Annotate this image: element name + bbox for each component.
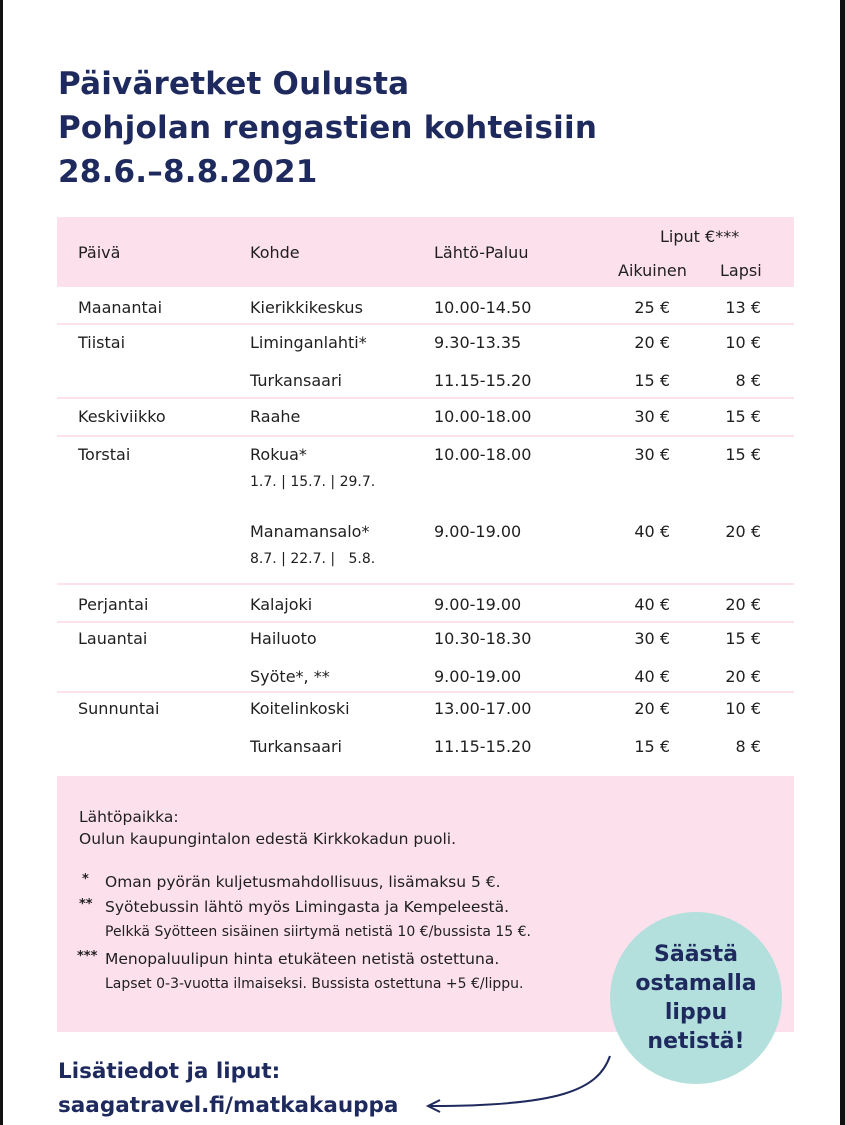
table-row-group [57, 693, 794, 763]
table-header [57, 217, 794, 287]
row-destination: Turkansaari [250, 737, 342, 756]
row-times: 11.15-15.20 [434, 371, 532, 390]
row-adult-price: 40 € [634, 667, 670, 686]
row-destination: Hailuoto [250, 629, 317, 648]
promo-line-3: lippu [664, 1000, 728, 1025]
row-times: 9.00-19.00 [434, 667, 522, 686]
header-child: Lapsi [720, 261, 762, 280]
curved-arrow-icon [420, 1050, 620, 1120]
note-subtext: Pelkkä Syötteen sisäinen siirtymä netistä 10 €/bussista 15 €. [105, 924, 531, 940]
note-text: Menopaluulipun hinta etukäteen netistä ostettuna. [105, 950, 500, 968]
row-adult-price: 20 € [634, 699, 670, 718]
table-row-group [57, 325, 794, 399]
row-child-price: 15 € [725, 407, 761, 426]
row-adult-price: 25 € [634, 298, 670, 317]
row-adult-price: 30 € [634, 445, 670, 464]
row-adult-price: 30 € [634, 407, 670, 426]
table-row [57, 399, 794, 437]
row-destination: Syöte*, ** [250, 667, 330, 686]
row-adult-price: 40 € [634, 595, 670, 614]
row-child-price: 20 € [725, 595, 761, 614]
departure-place: Oulun kaupungintalon edestä Kirkkokadun puoli. [79, 830, 457, 848]
page-title [58, 62, 597, 194]
row-destination: Turkansaari [250, 371, 342, 390]
promo-line-2: ostamalla [635, 971, 757, 996]
table-row-group [57, 437, 794, 585]
row-day: Tiistai [78, 333, 126, 352]
promo-line-4: netistä! [647, 1029, 745, 1054]
note-mark: * [82, 872, 89, 887]
title-line-3: 28.6.–8.8.2021 [58, 154, 318, 190]
contact-url[interactable]: saagatravel.fi/matkakauppa [58, 1093, 399, 1118]
note-mark: *** [77, 949, 98, 964]
row-times: 10.00-18.00 [434, 407, 532, 426]
note-mark: ** [79, 897, 93, 912]
note-subtext: Lapset 0-3-vuotta ilmaiseksi. Bussista ostettuna +5 €/lippu. [105, 976, 524, 992]
row-child-price: 8 € [735, 737, 761, 756]
promo-line-1: Säästä [654, 942, 738, 967]
header-times: Lähtö-Paluu [434, 243, 529, 262]
row-destination: Koitelinkoski [250, 699, 350, 718]
row-day: Keskiviikko [78, 407, 166, 426]
row-times: 10.00-14.50 [434, 298, 532, 317]
row-destination: Liminganlahti* [250, 333, 367, 352]
row-times: 9.00-19.00 [434, 595, 522, 614]
left-frame-border [0, 0, 3, 1125]
row-child-price: 8 € [735, 371, 761, 390]
row-destination: Kierikkikeskus [250, 298, 363, 317]
row-day: Sunnuntai [78, 699, 160, 718]
schedule-table [57, 217, 794, 763]
contact-info [58, 1055, 398, 1123]
row-adult-price: 40 € [634, 522, 670, 541]
row-times: 9.00-19.00 [434, 522, 522, 541]
table-row [57, 585, 794, 623]
note-text: Oman pyörän kuljetusmahdollisuus, lisämaksu 5 €. [105, 873, 501, 891]
table-row [57, 287, 794, 325]
promo-badge [610, 912, 782, 1084]
right-frame-border [840, 0, 845, 1125]
row-destination: Rokua* [250, 445, 307, 464]
row-day: Perjantai [78, 595, 149, 614]
row-times: 9.30-13.35 [434, 333, 522, 352]
row-adult-price: 15 € [634, 737, 670, 756]
header-adult: Aikuinen [618, 261, 687, 280]
row-adult-price: 30 € [634, 629, 670, 648]
row-child-price: 10 € [725, 333, 761, 352]
row-destination: Raahe [250, 407, 301, 426]
header-tickets: Liput €*** [660, 227, 740, 246]
row-adult-price: 20 € [634, 333, 670, 352]
row-child-price: 20 € [725, 667, 761, 686]
departure-label: Lähtöpaikka: [79, 808, 179, 826]
row-dates: 8.7. | 22.7. | 5.8. [250, 551, 376, 567]
title-line-2: Pohjolan rengastien kohteisiin [58, 110, 598, 146]
row-child-price: 15 € [725, 629, 761, 648]
title-line-1: Päiväretket Oulusta [58, 66, 410, 102]
table-row-group [57, 623, 794, 693]
note-text: Syötebussin lähtö myös Limingasta ja Kempeleestä. [105, 898, 510, 916]
contact-label: Lisätiedot ja liput: [58, 1059, 281, 1084]
row-adult-price: 15 € [634, 371, 670, 390]
row-child-price: 10 € [725, 699, 761, 718]
row-day: Lauantai [78, 629, 148, 648]
row-times: 10.30-18.30 [434, 629, 532, 648]
row-times: 10.00-18.00 [434, 445, 532, 464]
header-destination: Kohde [250, 243, 300, 262]
row-child-price: 13 € [725, 298, 761, 317]
row-times: 13.00-17.00 [434, 699, 532, 718]
row-destination: Manamansalo* [250, 522, 370, 541]
row-child-price: 15 € [725, 445, 761, 464]
row-dates: 1.7. | 15.7. | 29.7. [250, 474, 376, 490]
header-day: Päivä [78, 243, 121, 262]
row-destination: Kalajoki [250, 595, 313, 614]
row-day: Torstai [78, 445, 131, 464]
row-day: Maanantai [78, 298, 163, 317]
row-child-price: 20 € [725, 522, 761, 541]
row-times: 11.15-15.20 [434, 737, 532, 756]
